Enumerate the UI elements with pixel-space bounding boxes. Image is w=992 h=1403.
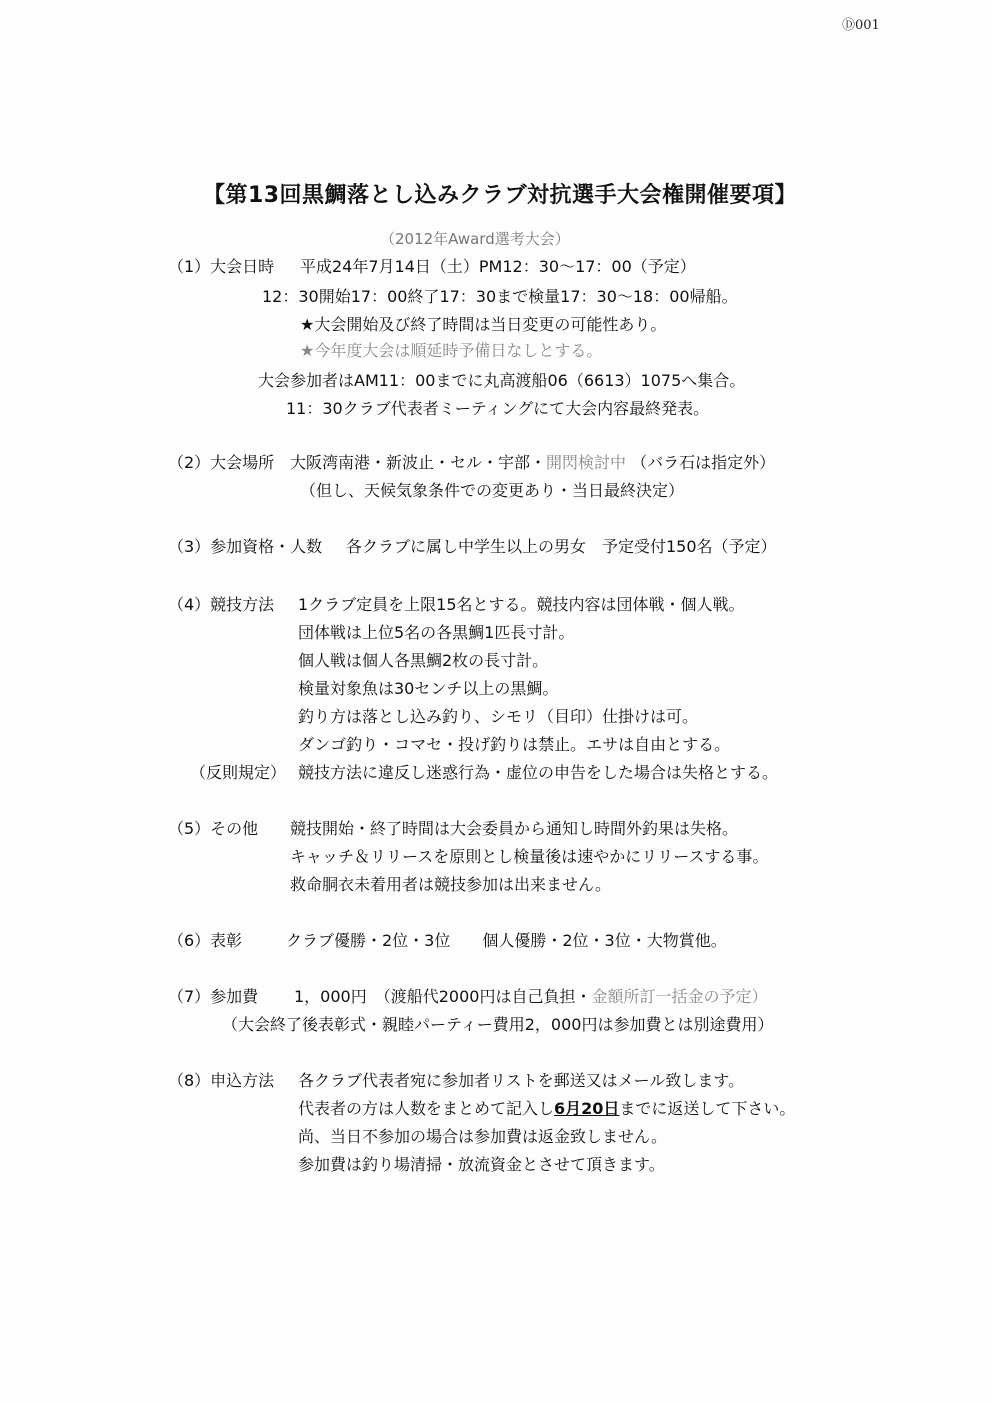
section-8-line-3: 尚、当日不参加の場合は参加費は返金致しません。 [298,1127,667,1146]
section-6-line-1: クラブ優勝・2位・3位 個人優勝・2位・3位・大物賞他。 [286,931,727,950]
section-4-line-4: 検量対象魚は30センチ以上の黒鯛。 [298,679,559,698]
section-2-line-1 [290,452,775,474]
section-4-rule-label: （反則規定） [190,763,287,782]
section-7-fee-note: 金額所訂一括金の予定） [591,987,768,1006]
section-4-line-2: 団体戦は上位5名の各黒鯛1匹長寸計。 [298,623,575,642]
section-1-line-1: 平成24年7月14日（土）PM12：30～17：00（予定） [300,257,696,276]
section-1-line-4: ★今年度大会は順延時予備日なしとする。 [300,341,603,360]
section-8-line-4: 参加費は釣り場清掃・放流資金とさせて頂きます。 [298,1155,665,1174]
section-7-line-1 [294,986,767,1008]
fax-page-mark: Ⓓ001 [842,18,880,33]
section-1-line-2: 12：30開始17：00終了17：30まで検量17：30～18：00帰船。 [262,287,738,306]
section-5-line-3: 救命胴衣未着用者は競技参加は出来ません。 [290,875,611,894]
section-8-label: （8）申込方法 [168,1071,275,1090]
section-5-label: （5）その他 [168,819,259,838]
section-8-line-1: 各クラブ代表者宛に参加者リストを郵送又はメール致します。 [298,1071,745,1090]
section-7-fee: 1，000円 （渡船代2000円は自己負担・ [294,987,592,1006]
section-8-deadline-prefix: 代表者の方は人数をまとめて記入し [298,1099,555,1118]
section-8-line-2 [298,1098,795,1120]
section-8-deadline-suffix: までに返送して下さい。 [619,1099,796,1118]
section-2-venue: 大阪湾南港・新波止・セル・宇部・ [290,453,547,472]
section-3-line-1: 各クラブに属し中学生以上の男女 予定受付150名（予定） [346,537,777,556]
section-6-label: （6）表彰 [168,931,243,950]
section-2-label: （2）大会場所 [168,453,275,472]
section-5-line-2: キャッチ＆リリースを原則とし検量後は速やかにリリースする事。 [290,847,769,866]
section-2-venue-note: （バラ石は指定外） [631,453,776,472]
section-4-line-6: ダンゴ釣り・コマセ・投げ釣りは禁止。エサは自由とする。 [298,735,731,754]
section-2-venue-pending: 開閃検討中 [546,453,627,472]
document-subtitle: （2012年Award選考大会） [380,230,570,248]
document-title: 【第13回黒鯛落とし込みクラブ対抗選手大会権開催要項】 [202,183,798,208]
section-4-line-3: 個人戦は個人各黒鯛2枚の長寸計。 [298,651,549,670]
section-5-line-1: 競技開始・終了時間は大会委員から通知し時間外釣果は失格。 [290,819,739,838]
section-1-line-5: 大会参加者はAM11：00までに丸高渡船06（6613）1075へ集合。 [258,371,746,390]
section-1-line-6: 11：30クラブ代表者ミーティングにて大会内容最終発表。 [286,399,710,418]
section-4-line-1: 1クラブ定員を上限15名とする。競技内容は団体戦・個人戦。 [298,595,745,614]
section-1-line-3: ★大会開始及び終了時間は当日変更の可能性あり。 [300,315,667,334]
section-2-line-2: （但し、天候気象条件での変更あり・当日最終決定） [300,481,685,500]
section-4-rule: 競技方法に違反し迷惑行為・虚位の申告をした場合は失格とする。 [298,763,779,782]
section-3-label: （3）参加資格・人数 [168,537,323,556]
section-7-label: （7）参加費 [168,987,259,1006]
section-7-line-2: （大会終了後表彰式・親睦パーティー費用2，000円は参加費とは別途費用） [222,1015,774,1034]
section-8-deadline-date: 6月20日 [554,1099,620,1118]
section-4-label: （4）競技方法 [168,595,275,614]
section-1-label: （1）大会日時 [168,257,275,276]
section-4-line-5: 釣り方は落とし込み釣り、シモリ（目印）仕掛けは可。 [298,707,699,726]
